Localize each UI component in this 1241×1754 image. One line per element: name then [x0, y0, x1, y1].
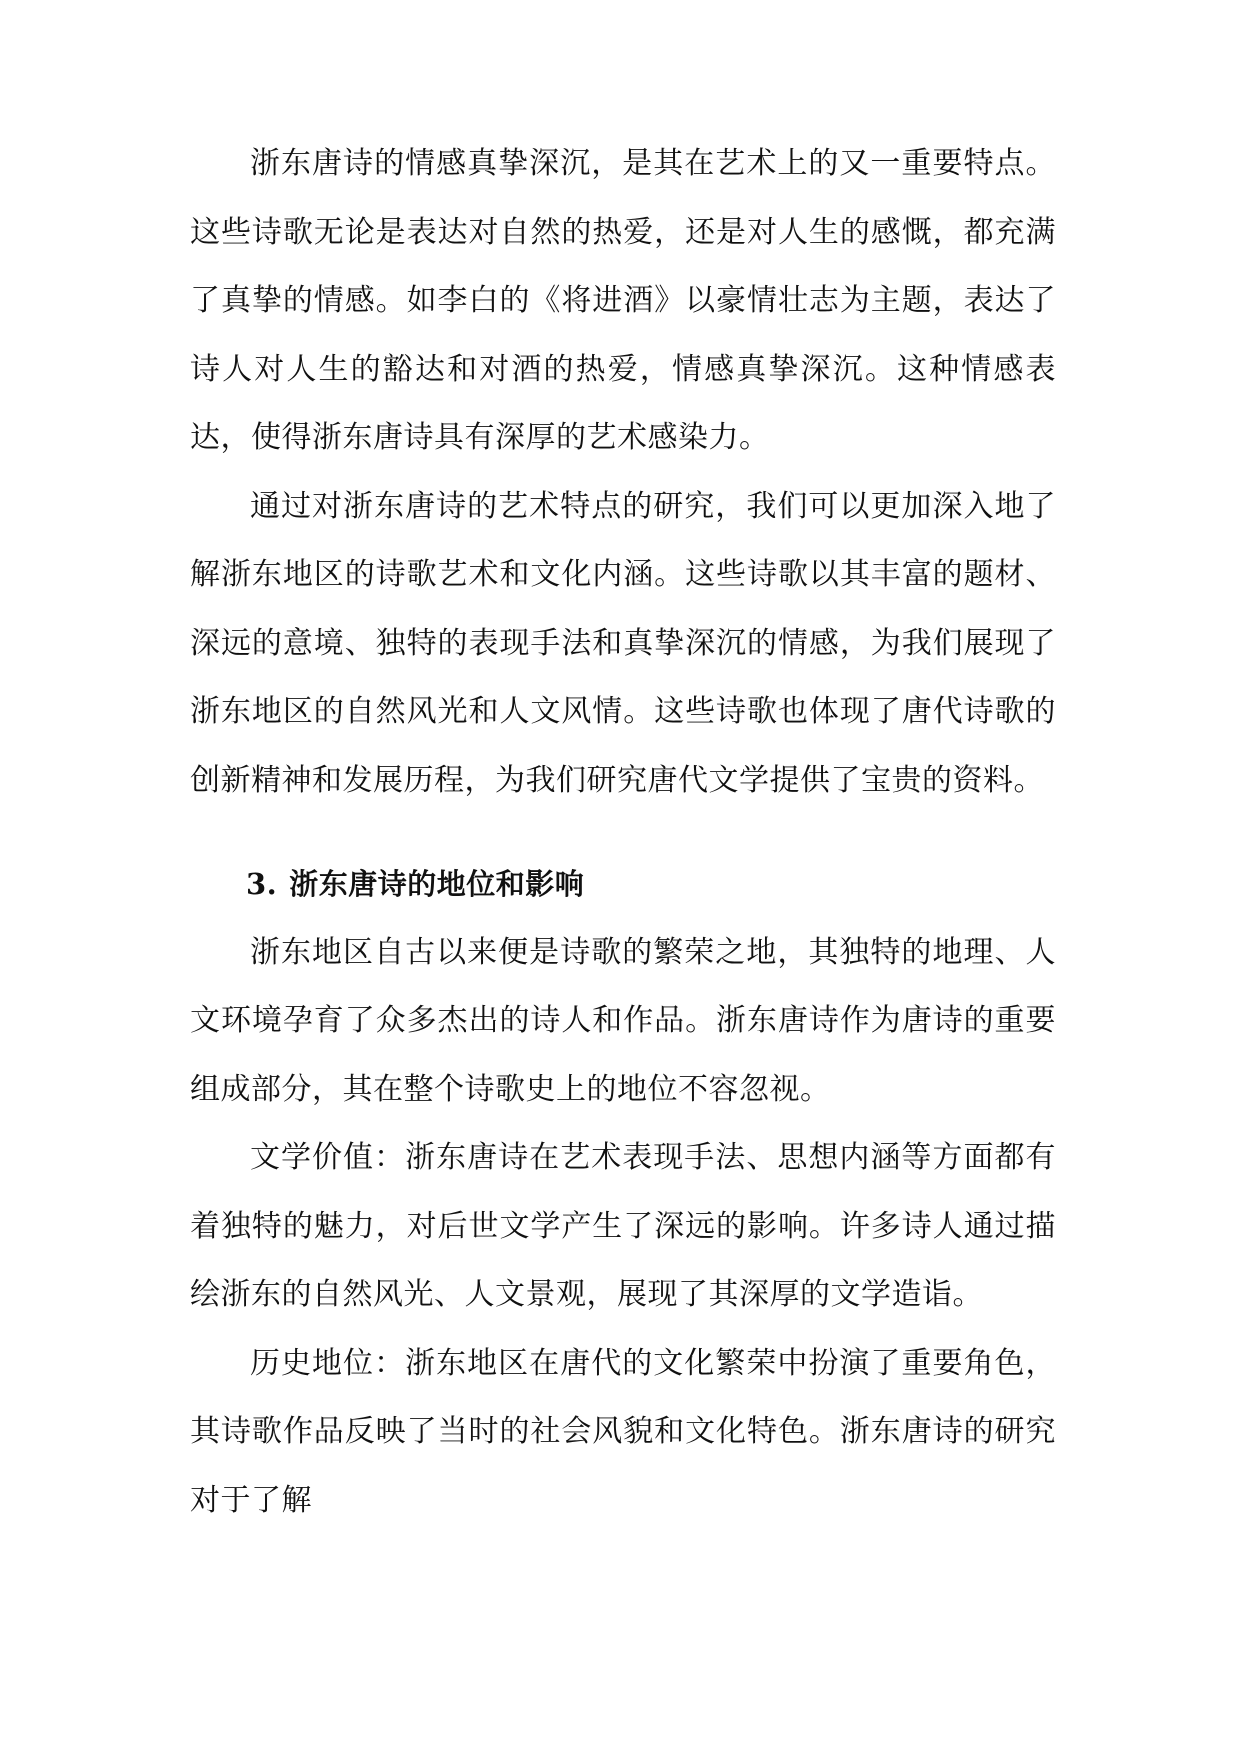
paragraph-historical-status: 历史地位：浙东地区在唐代的文化繁荣中扮演了重要角色，其诗歌作品反映了当时的社会风貌和文化特色。浙东唐诗的研究对于了解	[190, 1345, 1056, 1518]
paragraph-overview: 浙东地区自古以来便是诗歌的繁荣之地，其独特的地理、人文环境孕育了众多杰出的诗人和作品。浙东唐诗作为唐诗的重要组成部分，其在整个诗歌史上的地位不容忽视。	[190, 934, 1056, 1107]
section-heading	[190, 850, 1056, 919]
section-number: 3.	[246, 867, 278, 901]
section-title: 浙东唐诗的地位和影响	[289, 867, 585, 901]
paragraph-literary-value: 文学价值：浙东唐诗在艺术表现手法、思想内涵等方面都有着独特的魅力，对后世文学产生了深远的影响。许多诗人通过描绘浙东的自然风光、人文景观，展现了其深厚的文学造诣。	[190, 1140, 1056, 1312]
section-spacer	[190, 815, 1056, 850]
document-page	[190, 130, 1056, 1535]
paragraph-emotion: 浙东唐诗的情感真挚深沉，是其在艺术上的又一重要特点。这些诗歌无论是表达对自然的热爱，还是对人生的感慨，都充满了真挚的情感。如李白的《将进酒》以豪情壮志为主题，表达了诗人对人生的豁达和对酒的热爱，情感真挚深沉。这种情感表达，使得浙东唐诗具有深厚的艺术感染力。	[190, 146, 1056, 455]
paragraph-research-summary: 通过对浙东唐诗的艺术特点的研究，我们可以更加深入地了解浙东地区的诗歌艺术和文化内涵。这些诗歌以其丰富的题材、深远的意境、独特的表现手法和真挚深沉的情感，为我们展现了浙东地区的自然风光和人文风情。这些诗歌也体现了唐代诗歌的创新精神和发展历程，为我们研究唐代文学提供了宝贵的资料。	[190, 488, 1056, 798]
